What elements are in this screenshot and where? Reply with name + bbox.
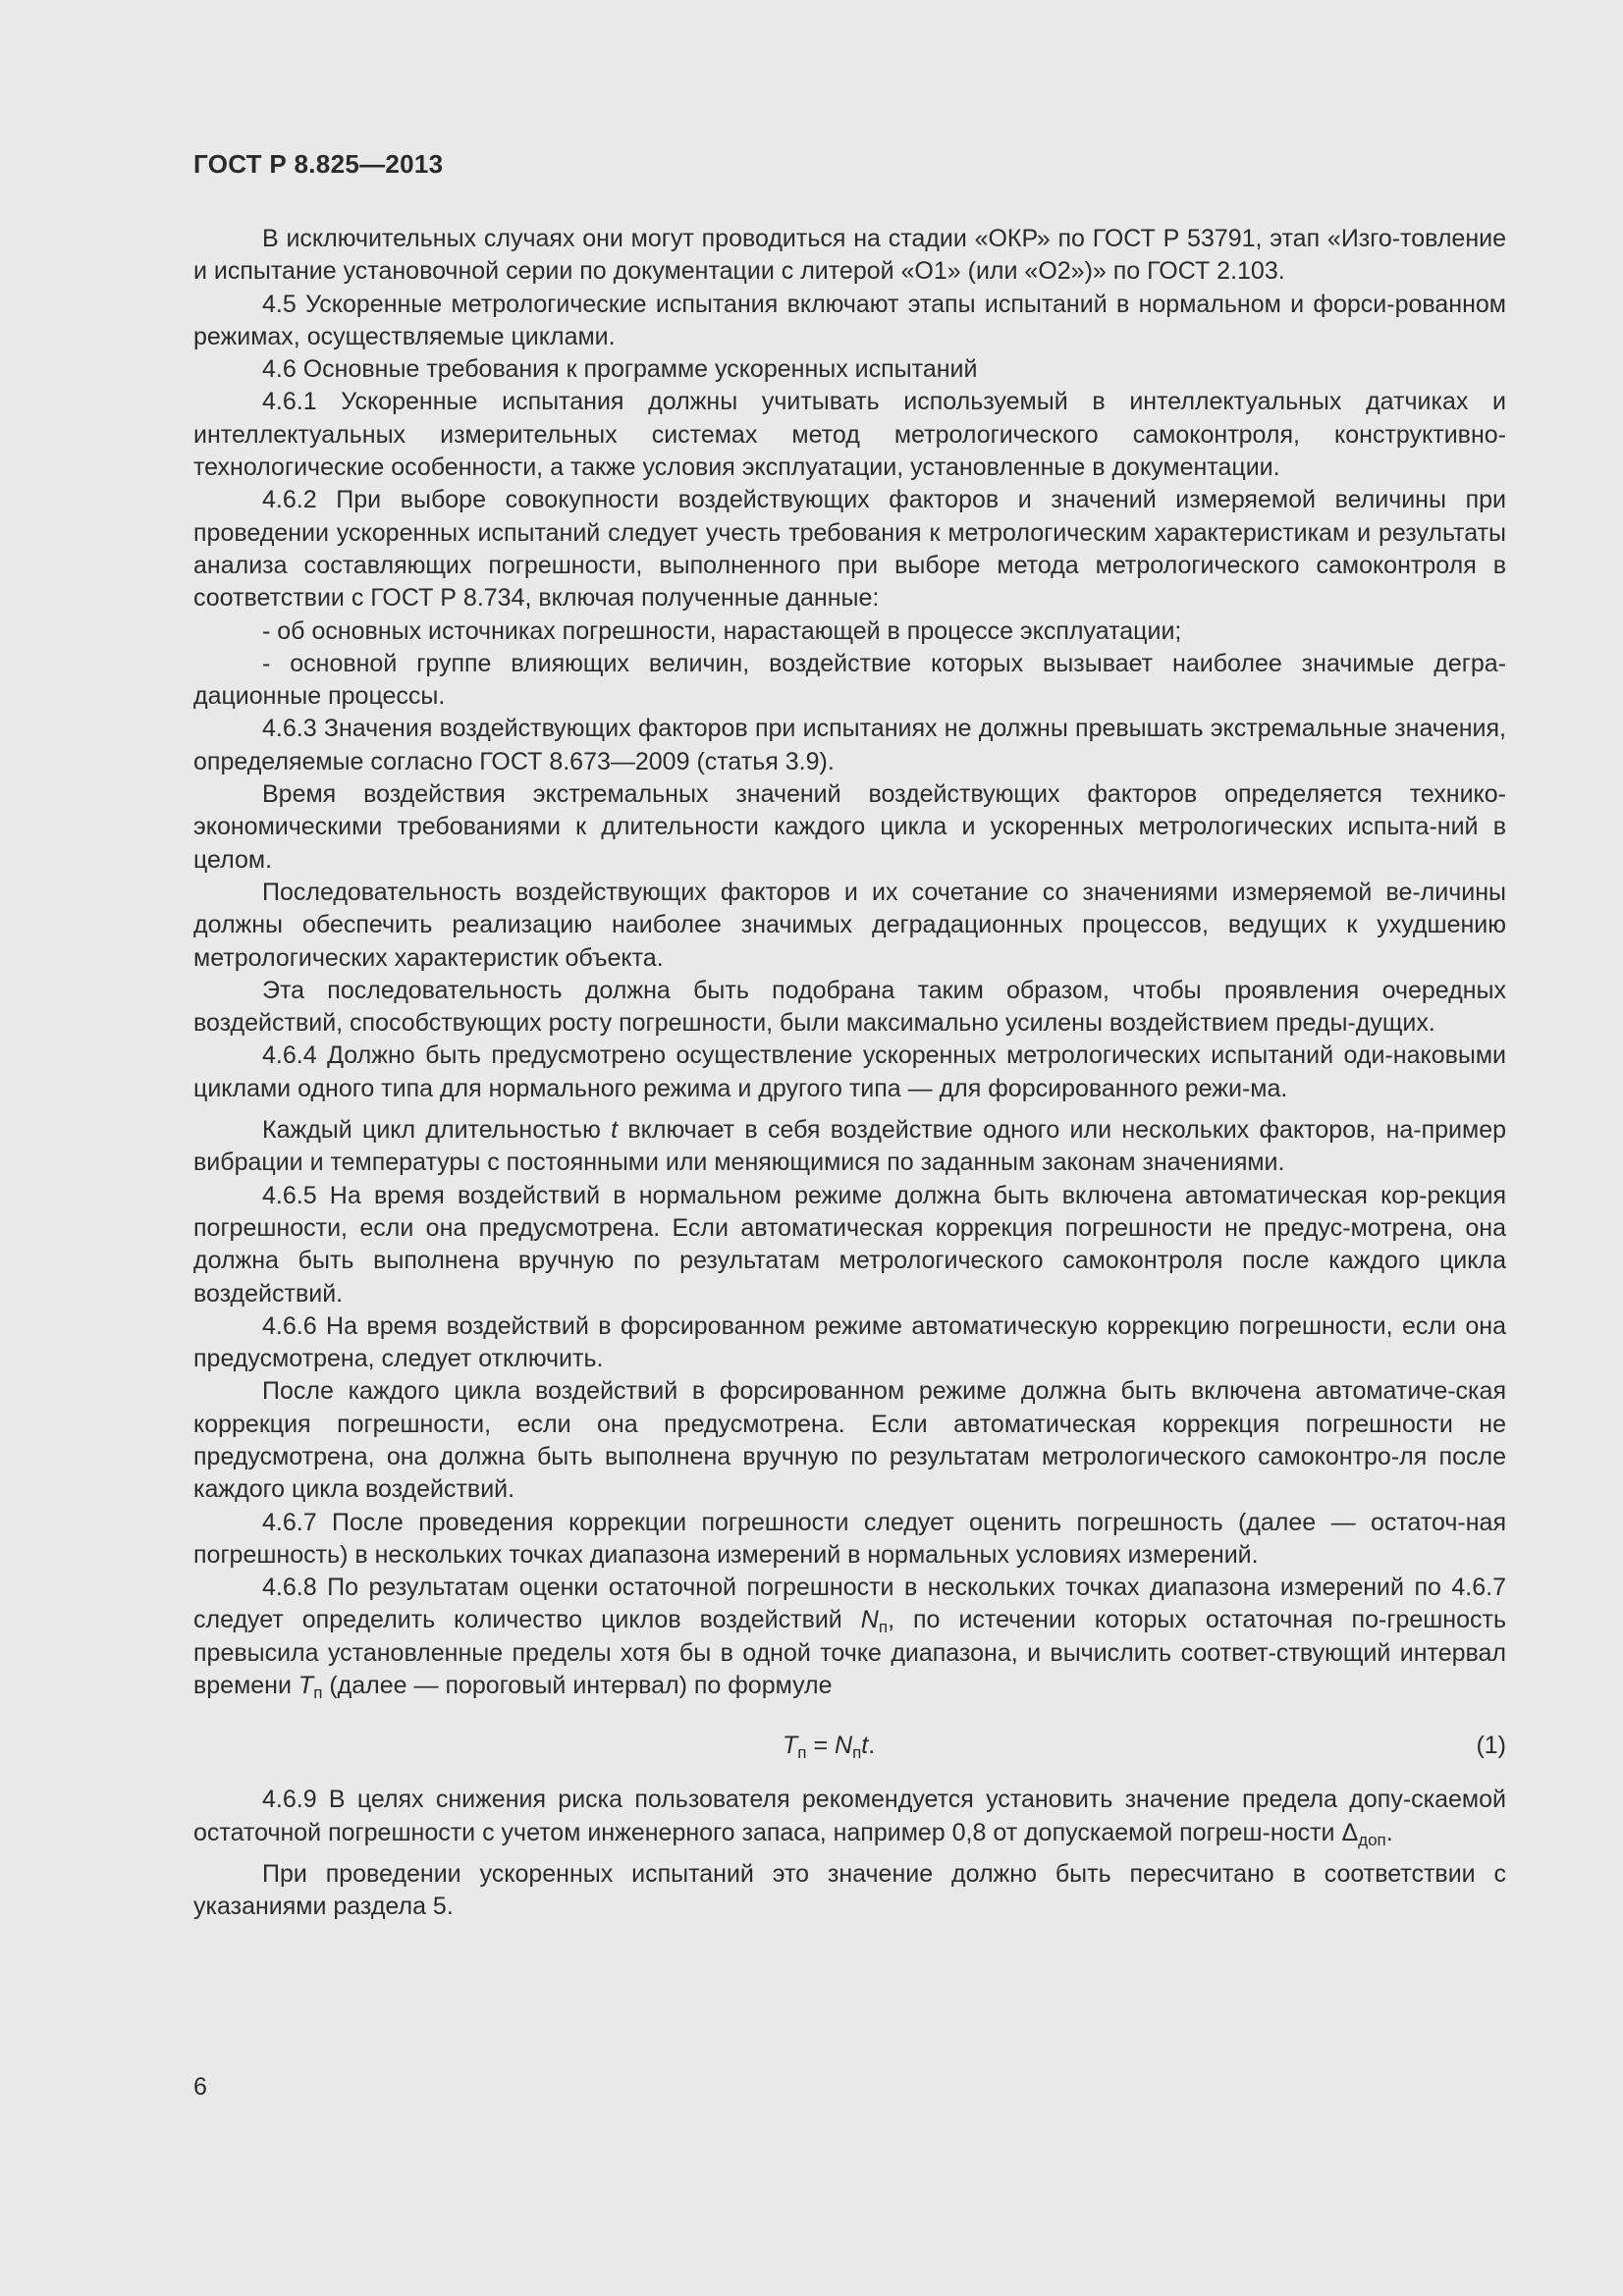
paragraph-4-6-6: 4.6.6 На время воздействий в форсированном режиме автоматическую коррекцию погрешности, если она предусмотрена, следует отключить. bbox=[193, 1311, 1506, 1373]
text-run: Каждый цикл длительностью bbox=[262, 1116, 612, 1145]
paragraph-4-6-4: 4.6.4 Должно быть предусмотрено осуществление ускоренных метрологических испытаний оди-наковыми циклами одного типа для нормального режима и другого типа — для форсированного режи-ма. bbox=[193, 1041, 1506, 1102]
paragraph: В исключительных случаях они могут проводиться на стадии «ОКР» по ГОСТ Р 53791, этап «Изго-товление и испытание установочной серии по документации с литерой «О1» (или «О2»)» по ГОСТ 2.103. bbox=[193, 225, 1506, 286]
paragraph: Время воздействия экстремальных значений воздействующих факторов определяется технико-экономическими требованиями к длительности каждого цикла и ускоренных метрологических испыта-ний в целом. bbox=[193, 780, 1506, 874]
variable-t-upper: T bbox=[298, 1672, 314, 1700]
formula-equals: = bbox=[806, 1732, 835, 1760]
subscript: п bbox=[852, 1743, 862, 1763]
paragraph: При проведении ускоренных испытаний это значение должно быть пересчитано в соответствии с указаниями раздела 5. bbox=[193, 1859, 1506, 1921]
paragraph: Эта последовательность должна быть подобрана таким образом, чтобы проявления очередных воздействий, способствующих росту погрешности, были максимально усилены воздействием преды-дущих. bbox=[193, 976, 1506, 1038]
text-run: включает в себя воздействие одного или нескольких факторов, на-пример вибрации и температуры с постоянными или меняющимися по заданным законам значениями. bbox=[193, 1116, 1507, 1177]
paragraph-4-6-7: 4.6.7 После проведения коррекции погрешности следует оценить погрешность (далее — остаточ-ная погрешность) в нескольких точках диапазона измерений в нормальных условиях измерений. bbox=[193, 1508, 1506, 1569]
paragraph-4-6-8 bbox=[193, 1572, 1506, 1702]
paragraph: Последовательность воздействующих факторов и их сочетание со значениями измеряемой ве-личины должны обеспечить реализацию наиболее значимых деградационных процессов, ведущих к ухудшению метрологических характеристик объекта. bbox=[193, 878, 1506, 972]
formula-var-t-upper: T bbox=[783, 1732, 798, 1760]
formula-dot: . bbox=[868, 1732, 876, 1760]
paragraph-4-5: 4.5 Ускоренные метрологические испытания включают этапы испытаний в нормальном и форси-рованном режимах, осуществляемые циклами. bbox=[193, 290, 1506, 350]
paragraph-4-6-1: 4.6.1 Ускоренные испытания должны учитывать используемый в интеллектуальных датчиках и интеллектуальных измерительных системах метод метрологического самоконтроля, конструктивно-технологические особенности, а также условия эксплуатации, установленные в документации. bbox=[193, 388, 1506, 482]
text-run: . bbox=[1385, 1818, 1393, 1846]
paragraph-cycle-duration bbox=[193, 1114, 1506, 1180]
formula-number: (1) bbox=[1476, 1732, 1506, 1760]
page-number: 6 bbox=[193, 2073, 207, 2101]
variable-n: N bbox=[860, 1606, 879, 1634]
formula-var-n: N bbox=[835, 1732, 853, 1760]
text-run: (далее — пороговый интервал) по формуле bbox=[322, 1672, 833, 1700]
subscript: доп bbox=[1358, 1830, 1386, 1849]
list-item: - об основных источниках погрешности, нарастающей в процессе эксплуатации; bbox=[262, 616, 1182, 645]
subscript: п bbox=[878, 1618, 889, 1637]
formula-1 bbox=[193, 1730, 1506, 1762]
paragraph: После каждого цикла воздействий в форсированном режиме должна быть включена автоматиче-ская коррекция погрешности, если она предусмотрена. Если автоматическая коррекция погрешности не предусмотрена, она должна быть выполнена вручную по результатам метрологического самоконтро-ля после каждого цикла воздействий. bbox=[193, 1377, 1506, 1504]
formula-expression bbox=[783, 1730, 875, 1762]
subscript: п bbox=[797, 1743, 807, 1763]
paragraph-4-6: 4.6 Основные требования к программе ускоренных испытаний bbox=[262, 355, 978, 384]
document-header: ГОСТ Р 8.825—2013 bbox=[193, 149, 444, 179]
paragraph-4-6-5: 4.6.5 На время воздействий в нормальном режиме должна быть включена автоматическая кор-рекция погрешности, если она предусмотрена. Если автоматическая коррекция погрешности не предус-мотрена, она должна быть выполнена вручную по результатам метрологического самоконтроля после каждого цикла воздействий. bbox=[193, 1181, 1506, 1308]
paragraph-4-6-3: 4.6.3 Значения воздействующих факторов при испытаниях не должны превышать экстремальные значения, определяемые согласно ГОСТ 8.673—2009 (статья 3.9). bbox=[193, 715, 1506, 775]
text-run: 4.6.9 В целях снижения риска пользователя рекомендуется установить значение предела допу-скаемой остаточной погрешности с учетом инженерного запаса, например 0,8 от допускаемой погреш-ности Δ bbox=[193, 1786, 1506, 1846]
text-run: , по истечении которых остаточная по-грешность превысила установленные пределы хотя бы в одной точке диапазона, и вычислить соответ-ствующий интервал времени bbox=[193, 1606, 1506, 1700]
document-body bbox=[193, 223, 1506, 1924]
subscript: п bbox=[313, 1683, 323, 1703]
formula-var-t: t bbox=[861, 1732, 869, 1760]
list-item: - основной группе влияющих величин, воздействие которых вызывает наиболее значимые дегра-дационные процессы. bbox=[193, 649, 1506, 711]
paragraph-4-6-9 bbox=[193, 1784, 1506, 1849]
variable-t: t bbox=[611, 1116, 619, 1145]
text-run: 4.6.8 По результатам оценки остаточной погрешности в нескольких точках диапазона измерений по 4.6.7 следует определить количество циклов воздействий bbox=[193, 1574, 1506, 1634]
paragraph-4-6-2: 4.6.2 При выборе совокупности воздействующих факторов и значений измеряемой величины при проведении ускоренных испытаний следует учесть требования к метрологическим характеристикам и результаты анализа составляющих погрешности, выполненного при выборе метода метрологического самоконтроля в соответствии с ГОСТ Р 8.734, включая полученные данные: bbox=[193, 486, 1506, 613]
